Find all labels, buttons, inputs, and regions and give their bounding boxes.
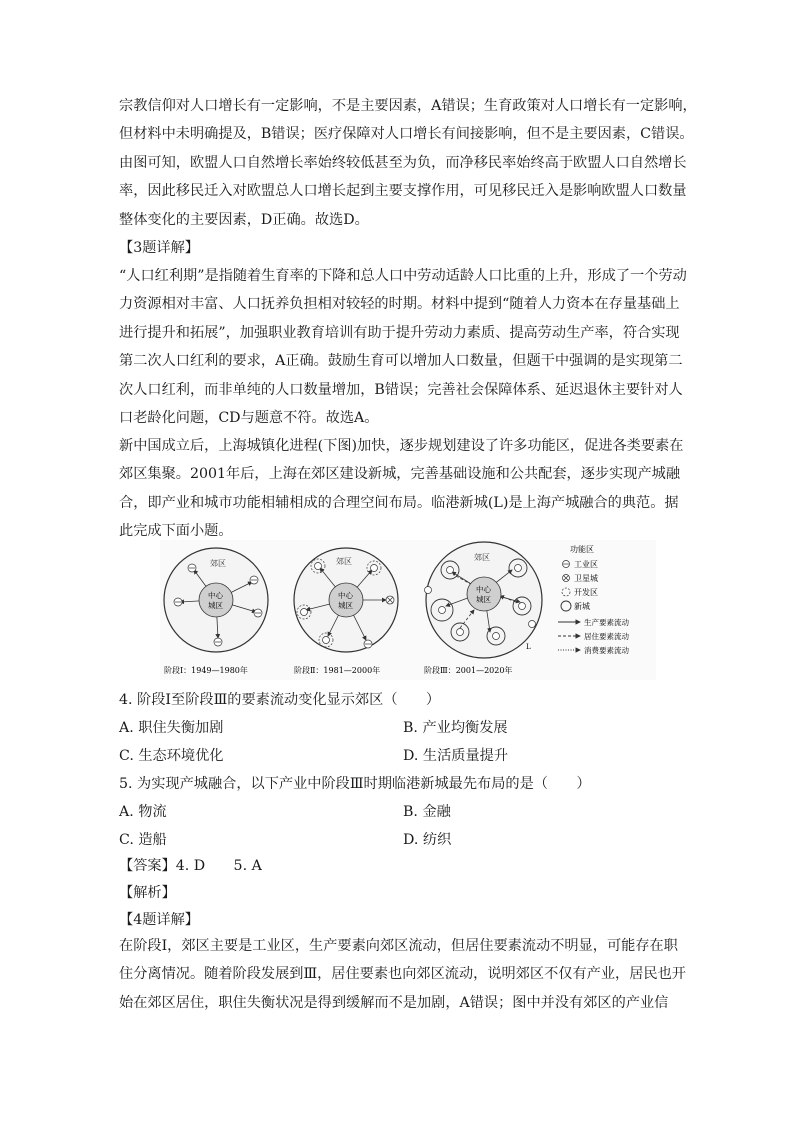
q5-stem: 5. 为实现产城融合，以下产业中阶段Ⅲ时期临港新城最先布局的是（ ） bbox=[119, 776, 591, 792]
q4-option-c: C. 生态环境优化 bbox=[119, 748, 224, 764]
q4-stem: 4. 阶段Ⅰ至阶段Ⅲ的要素流动变化显示郊区（ ） bbox=[119, 692, 441, 708]
stage-2-caption: 阶段Ⅱ：1981—2000年 bbox=[294, 666, 381, 675]
suburb-label: 郊区 bbox=[210, 559, 226, 568]
stage-1-caption: 阶段Ⅰ：1949—1980年 bbox=[164, 666, 248, 675]
q5-option-b: B. 金融 bbox=[403, 804, 451, 820]
text-line: “人口红利期”是指随着生育率的下降和总人口中劳动适龄人口比重的上升，形成了一个劳动 bbox=[119, 268, 687, 284]
text-line: 次人口红利，而非单纯的人口数量增加，B错误；完善社会保障体系、延迟退休主要针对人 bbox=[119, 381, 683, 398]
legend-satellite: 卫星城 bbox=[574, 574, 598, 583]
text-line: 此完成下面小题。 bbox=[119, 523, 233, 540]
text-line: 口老龄化问题，CD与题意不符。故选A。 bbox=[119, 409, 379, 426]
answer-line: 【答案】4. D 5. A bbox=[119, 858, 262, 874]
legend-development: 开发区 bbox=[574, 588, 598, 597]
text-line: 率，因此移民迁入对欧盟总人口增长起到主要支撑作用，可见移民迁入是影响欧盟人口数量 bbox=[119, 183, 687, 200]
legend-production: 生产要素流动 bbox=[584, 618, 629, 627]
center-label: 城区 bbox=[476, 595, 491, 604]
text-line: 合，即产业和城市功能相辅相成的合理空间布局。临港新城(L)是上海产城融合的典范。据 bbox=[119, 494, 679, 511]
suburb-label: 郊区 bbox=[474, 553, 490, 562]
text-line: 宗教信仰对人口增长有一定影响，不是主要因素，A错误；生育政策对人口增长有一定影响， bbox=[119, 98, 697, 114]
q5-option-d: D. 纺织 bbox=[403, 832, 452, 848]
center-label: 中心 bbox=[208, 591, 223, 600]
text-line: 第二次人口红利的要求，A正确。鼓励生育可以增加人口数量，但题干中强调的是实现第二 bbox=[119, 353, 683, 370]
text-line: 力资源相对丰富、人口抚养负担相对较轻的时期。材料中提到“随着人力资本在存量基础上 bbox=[119, 296, 680, 313]
center-label: 城区 bbox=[208, 601, 223, 610]
paragraph-q3-analysis bbox=[119, 262, 694, 432]
analysis-heading: 【解析】 bbox=[119, 885, 176, 901]
legend-consumption: 消费要素流动 bbox=[584, 646, 629, 655]
center-city-3 bbox=[467, 577, 501, 611]
legend-residence: 居住要素流动 bbox=[584, 632, 629, 641]
text-line: 整体变化的主要因素，D正确。故选D。 bbox=[119, 211, 369, 228]
paragraph-q2-analysis bbox=[119, 92, 697, 234]
center-label: 中心 bbox=[476, 585, 491, 594]
q3-heading: 【3题详解】 bbox=[119, 240, 199, 256]
paragraph-q4-analysis bbox=[119, 932, 694, 1017]
text-line: 由图可知，欧盟人口自然增长率始终较低甚至为负，而净移民率始终高于欧盟人口自然增长 bbox=[119, 154, 687, 171]
legend-newcity: 新城 bbox=[574, 602, 590, 611]
q4-option-d: D. 生活质量提升 bbox=[403, 748, 509, 764]
stage-3-caption: 阶段Ⅲ：2001—2020年 bbox=[424, 666, 513, 675]
center-label: 中心 bbox=[338, 591, 353, 600]
new-city-l-label: L bbox=[526, 643, 531, 651]
text-line: 进行提升和拓展”，加强职业教育培训有助于提升劳动力素质、提高劳动生产率，符合实现 bbox=[119, 324, 680, 341]
q5-option-a: A. 物流 bbox=[119, 804, 167, 820]
center-city-2 bbox=[329, 583, 363, 617]
paragraph-material bbox=[119, 432, 694, 546]
text-line: 郊区集聚。2001年后，上海在郊区建设新城，完善基础设施和公共配套，逐步实现产城融 bbox=[119, 466, 681, 483]
legend-title: 功能区 bbox=[570, 545, 594, 554]
legend-industrial: 工业区 bbox=[574, 560, 598, 569]
text-line: 住分离情况。随着阶段发展到Ⅲ，居住要素也向郊区流动，说明郊区不仅有产业，居民也开 bbox=[119, 966, 686, 983]
suburb-label: 郊区 bbox=[336, 557, 352, 566]
q4-heading: 【4题详解】 bbox=[119, 912, 199, 928]
text-line: 但材料中未明确提及，B错误；医疗保障对人口增长有间接影响，但不是主要因素，C错误。 bbox=[119, 126, 694, 143]
text-line: 在阶段Ⅰ，郊区主要是工业区，生产要素向郊区流动，但居住要素流动不明显，可能存在职 bbox=[119, 938, 678, 954]
stage-diagram bbox=[160, 540, 656, 680]
urbanization-stage-figure bbox=[160, 540, 656, 680]
q4-option-a: A. 职住失衡加剧 bbox=[119, 720, 224, 736]
q4-option-b: B. 产业均衡发展 bbox=[403, 720, 508, 736]
text-line: 始在郊区居住，职住失衡状况是得到缓解而不是加剧，A错误；图中并没有郊区的产业信 bbox=[119, 994, 669, 1011]
center-city-1 bbox=[199, 583, 233, 617]
q5-option-c: C. 造船 bbox=[119, 832, 167, 848]
text-line: 新中国成立后，上海城镇化进程(下图)加快，逐步规划建设了许多功能区，促进各类要素在 bbox=[119, 438, 684, 454]
center-label: 城区 bbox=[338, 601, 353, 610]
